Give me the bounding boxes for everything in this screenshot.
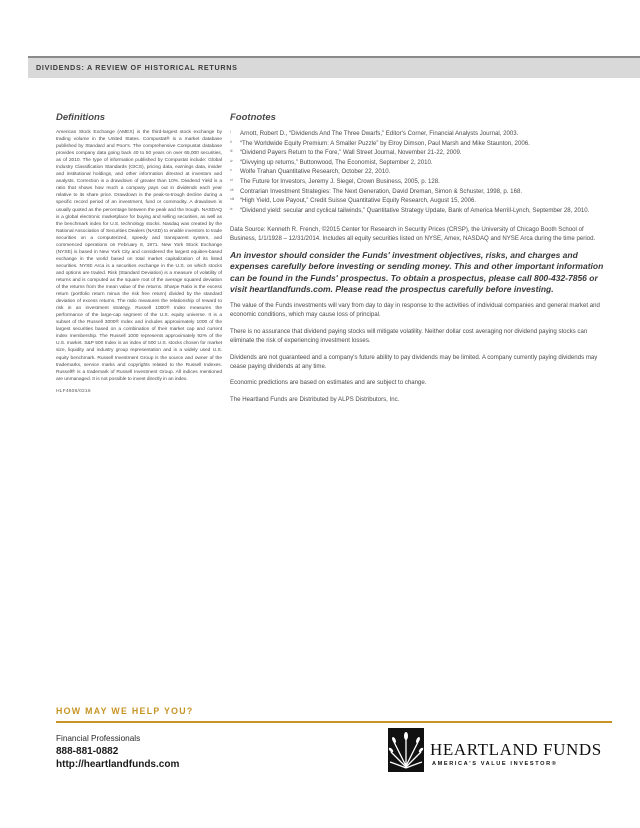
footnote-text: The Future for Investors, Jeremy J. Siegel, Crown Business, 2005, p. 128. xyxy=(240,177,440,185)
page-header-title: DIVIDENDS: A REVIEW OF HISTORICAL RETURNS xyxy=(36,63,238,72)
footnote-item xyxy=(230,187,610,197)
footnote-text: “Dividend yield: secular and cyclical tailwinds,” Quantitative Strategy Update, Bank of America Merrill-Lynch, September 28, 2010. xyxy=(240,206,590,214)
definitions-column xyxy=(56,112,222,394)
footnote-text: “High Yield, Low Payout,” Credit Suisse Quantitative Equity Research, August 15, 2006. xyxy=(240,197,477,205)
footnote-item xyxy=(230,158,610,168)
disclosure-paragraph: There is no assurance that dividend paying stocks will mitigate volatility. Neither dollar cost averaging nor dividend paying stocks can eliminate the risk of experiencing investment losses. xyxy=(230,327,588,344)
footnote-item xyxy=(230,167,610,177)
disclosure-paragraph: Dividends are not guaranteed and a company's future ability to pay dividends may be limited. A company currently paying dividends may cease paying dividends at any time. xyxy=(230,353,598,370)
footnote-number: vi xyxy=(230,177,233,182)
header-band xyxy=(28,56,640,78)
footnote-number: ii xyxy=(230,139,232,144)
wheat-icon xyxy=(388,728,424,772)
data-source-note: Data Source: Kenneth R. French, ©2015 Center for Research in Security Prices (CRSP), the University of Chicago Booth School of Business, 1/1/1928 – 12/31/2014. Includes all equity securities listed on NYSE, Amex, NASDAQ and NYSE Arca during the time period. xyxy=(230,226,596,243)
footnote-number: iii xyxy=(230,149,233,154)
footnote-number: iv xyxy=(230,158,233,163)
help-section-title: HOW MAY WE HELP YOU? xyxy=(56,706,194,716)
footnote-item xyxy=(230,177,610,187)
footnote-text: “Divvying up returns,” Buttonwood, The Economist, September 2, 2010. xyxy=(240,158,433,166)
definitions-title: Definitions xyxy=(56,112,106,123)
logo-wordmark: HEARTLAND FUNDS xyxy=(430,740,602,759)
footnote-text: Arnott, Robert D., “Dividends And The Three Dwarfs,” Editor's Corner, Financial Analysts Journal, 2003. xyxy=(240,130,519,137)
contact-block xyxy=(56,734,179,770)
footnote-item xyxy=(230,196,610,206)
heartland-funds-logo xyxy=(388,728,612,778)
footnotes-title: Footnotes xyxy=(230,112,276,123)
disclosure-paragraph: Economic predictions are based on estimates and are subject to change. xyxy=(230,379,427,387)
footnote-item xyxy=(230,139,610,149)
footnote-text: “Dividend Payers Return to the Fore,” Wall Street Journal, November 21-22, 2009. xyxy=(240,149,462,157)
logo-tagline: AMERICA'S VALUE INVESTOR® xyxy=(432,761,558,767)
footnotes-column xyxy=(230,112,610,405)
prospectus-notice: An investor should consider the Funds' investment objectives, risks, and charges and expenses carefully before investing or sending money. This and other important information can be found in the Funds' prospectus. To obtain a prospectus, please call 800-432-7856 or visit heartlandfunds.com. Please read the prospectus carefully before investing. xyxy=(230,250,604,294)
footnote-number: ix xyxy=(230,206,233,211)
footnote-item xyxy=(230,129,610,139)
help-divider xyxy=(56,721,612,723)
contact-phone[interactable]: 888-881-0882 xyxy=(56,746,119,757)
document-code: HLF4606/0216 xyxy=(56,388,91,394)
footnote-item xyxy=(230,148,610,158)
footnote-number: v xyxy=(230,168,232,173)
definitions-body: American Stock Exchange (AMEX) is the third-largest stock exchange by trading volume in the United States. Compustat® is a market database published by Standard and Poor's. The comprehensive Compustat database provides company data going back 40 to 50 years on over 65,000 securities, as of 2010. The type of information published by Compustat include: Global Industry Classification Standards (GICS), pricing data, earnings data, insider and institutional holdings, and other information directed at investors and analysts. Correction is a drawdown of greater than 10%. Dividend Yield is a ratio that shows how much a company pays out in dividends each year relative to its share price. Drawdown is the peak-to-trough decline during a specific record period of an investment, fund or commodity. A drawdown is usually quoted as the percentage between the peak and the trough. NASDAQ is a global electronic marketplace for buying and selling securities, as well as the benchmark index for U.S. technology stocks. Nasdaq was created by the National Association of Securities Dealers (NASD) to enable investors to trade securities on a computerized, speedy and transparent system, and commenced operations on February 8, 1971. New York Stock Exchange (NYSE) is based in New York City and considered the largest equities-based exchange in the world based on total market capitalization of its listed securities. NYSE Arca is a securities exchange in the U.S. on which stocks and options are traded. Risk (Standard Deviation) is a measure of volatility of returns and is computed as the square root of the average squared deviation of the returns from the mean value of the returns. Sharpe Ratio is the excess return (portfolio return minus the risk free return) divided by the standard deviation of excess returns. The ratio measures the relationship of reward to risk in an investment strategy. Russell 1000® Index measures the performance of the large-cap segment of the U.S. equity universe. It is a subset of the Russell 3000® Index and includes approximately 1000 of the largest securities based on a combination of their market cap and current index membership. The Russell 1000 represents approximately 92% of the U.S. market. S&P 500 Index is an index of 500 U.S. stocks chosen for market size, liquidity and industry group representation and is a widely used U.S. equity benchmark. Russell Investment Group is the source and owner of the trademarks, service marks and copyrights related to the Russell Indexes. Russell® is a trademark of Russell Investment Group. All indices mentioned are unmanaged. It is not possible to invest directly in an index. xyxy=(56,130,222,382)
footnote-number: vii xyxy=(230,187,234,192)
footnote-number: viii xyxy=(230,197,235,202)
footnote-item xyxy=(230,206,610,216)
footnote-number: i xyxy=(230,130,231,134)
contact-audience-label: Financial Professionals xyxy=(56,734,141,743)
footnote-text: Contrarian Investment Strategies: The Next Generation, David Dreman, Simon & Schuster, 1998, p. 168. xyxy=(240,187,523,195)
footnote-list xyxy=(230,129,610,215)
footnote-text: “The Worldwide Equity Premium: A Smaller Puzzle” by Elroy Dimson, Paul Marsh and Mike Staunton, 2006. xyxy=(240,139,530,147)
footnote-text: Wolfe Trahan Quantitative Research, October 22, 2010. xyxy=(240,168,391,176)
disclosure-paragraph: The Heartland Funds are Distributed by ALPS Distributors, Inc. xyxy=(230,396,400,404)
contact-website-link[interactable]: http://heartlandfunds.com xyxy=(56,759,180,770)
disclosure-paragraph: The value of the Funds investments will vary from day to day in response to the activities of individual companies and general market and economic conditions, which may cause loss of principal. xyxy=(230,301,600,318)
